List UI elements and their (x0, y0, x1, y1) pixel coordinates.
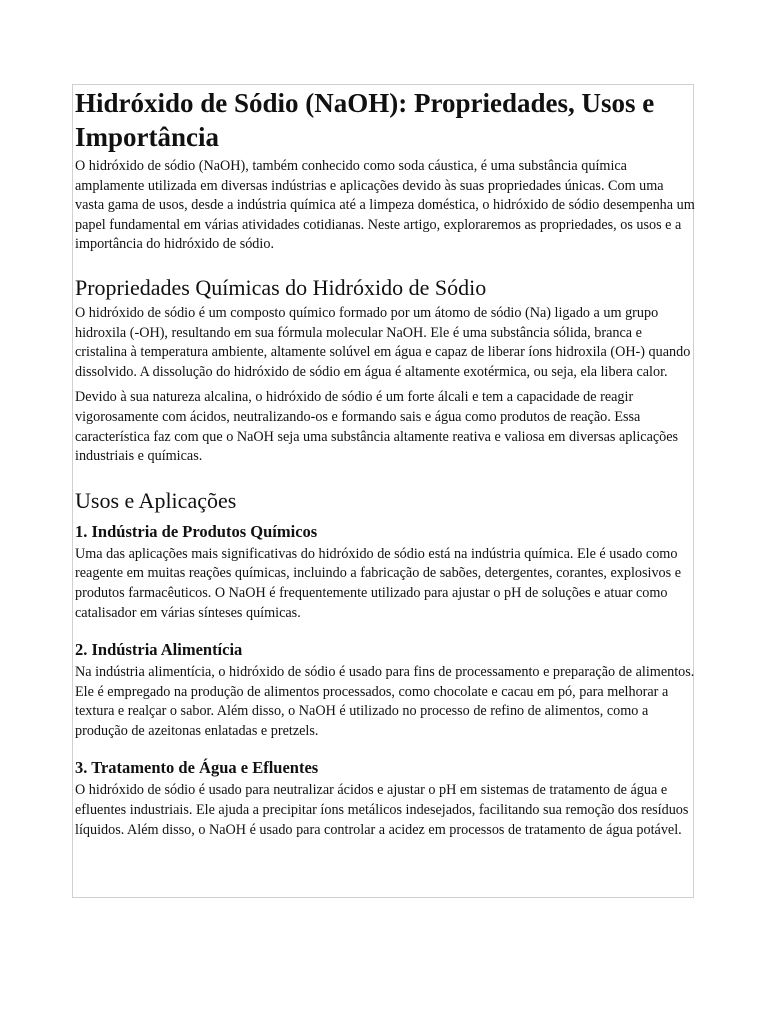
use-item-heading: 3. Tratamento de Água e Efluentes (75, 758, 319, 778)
use-item-heading: 1. Indústria de Produtos Químicos (75, 521, 318, 541)
use-item-text: O hidróxido de sódio é usado para neutralizar ácidos e ajustar o pH em sistemas de tratamento de água e efluentes industriais. Ele ajuda a precipitar íons metálicos indesejados, facilitando sua remoção dos resíduos líquidos. Além disso, o NaOH é usado para controlar a acidez em processos de tratamento de água potável. (75, 782, 689, 838)
uses-heading: Usos e Aplicações (75, 487, 237, 513)
properties-paragraph-2: Devido à sua natureza alcalina, o hidróxido de sódio é um forte álcali e tem a capacidade de reagir vigorosamente com ácidos, neutralizando-os e formando sais e água como produtos de reação. Essa característica faz com que o NaOH seja uma substância altamente reativa e valiosa em diversas aplicações industriais e químicas. (75, 389, 679, 465)
article-title: Hidróxido de Sódio (NaOH): Propriedades, Usos e Importância (75, 88, 655, 152)
use-item-text: Na indústria alimentícia, o hidróxido de sódio é usado para fins de processamento e preparação de alimentos. Ele é empregado na produção de alimentos processados, como chocolate e cacau em pó, para melhorar a textura e realçar o sabor. Além disso, o NaOH é utilizado no processo de refino de alimentos, como a produção de azeitonas enlatadas e pretzels. (75, 664, 695, 739)
use-item-water (75, 757, 695, 840)
uses-section (75, 487, 695, 841)
article-body (75, 86, 695, 840)
intro-paragraph: O hidróxido de sódio (NaOH), também conhecido como soda cáustica, é uma substância química amplamente utilizada em diversas indústrias e aplicações devido às suas propriedades únicas. Com uma vasta gama de usos, desde a indústria química até a limpeza doméstica, o hidróxido de sódio desempenha um papel fundamental em várias atividades cotidianas. Neste artigo, exploraremos as propriedades, os usos e a importância do hidróxido de sódio. (75, 158, 695, 253)
use-item-text: Uma das aplicações mais significativas do hidróxido de sódio está na indústria química. Ele é usado como reagente em muitas reações químicas, incluindo a fabricação de sabões, detergentes, corantes, explosivos e produtos farmacêuticos. O NaOH é frequentemente utilizado para ajustar o pH de soluções e atuar como catalisador em várias sínteses químicas. (75, 545, 682, 621)
properties-section (75, 274, 695, 467)
properties-heading: Propriedades Químicas do Hidróxido de Sódio (75, 274, 487, 300)
use-item-heading: 2. Indústria Alimentícia (75, 640, 243, 660)
use-item-food (75, 639, 695, 741)
use-item-chemical (75, 521, 695, 623)
properties-paragraph-1: O hidróxido de sódio é um composto químico formado por um átomo de sódio (Na) ligado a um grupo hidroxila (-OH), resultando em sua fórmula molecular NaOH. Ele é uma substância sólida, branca e cristalina à temperatura ambiente, altamente solúvel em água e capaz de liberar íons hidroxila (OH-) quando dissolvido. A dissolução do hidróxido de sódio em água é altamente exotérmica, ou seja, ela libera calor. (75, 304, 691, 380)
